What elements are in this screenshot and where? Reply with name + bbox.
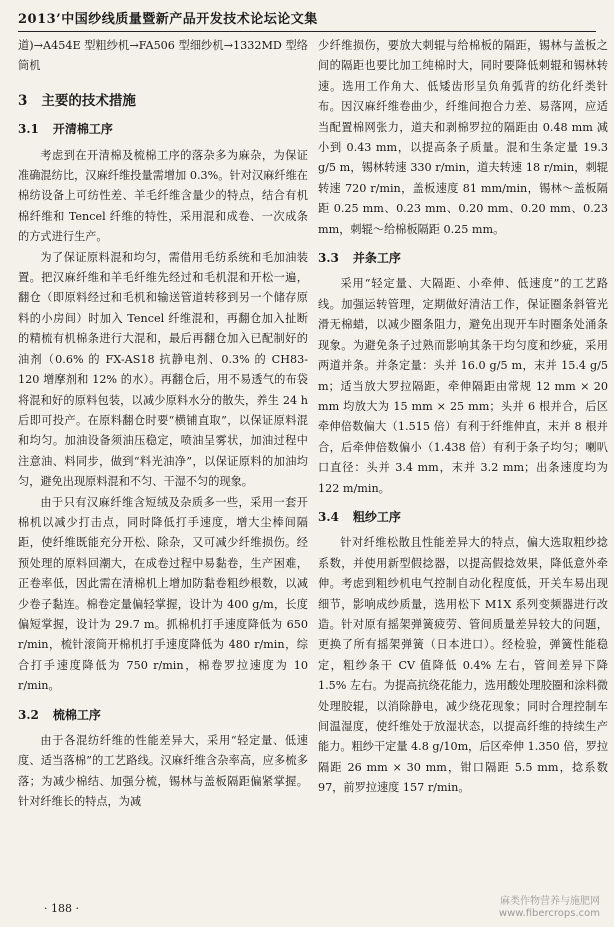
subsection-heading-3-3	[318, 248, 608, 268]
right-column	[318, 36, 608, 799]
left-paragraph-4: 由于各混纺纤维的性能差异大，采用“轻定量、低速度、适当落棉”的工艺路线。汉麻纤维含杂率高，应多梳多落；为减少棉结、加强分梳，锡林与盖板隔距偏紧掌握。针对纤维长的特点，为减	[18, 734, 308, 809]
subsection-heading-3-1	[18, 119, 308, 139]
left-paragraph-2: 为了保证原料混和均匀，需借用毛纺系统和毛加油装置。把汉麻纤维和羊毛纤维先经过和毛机混和开松一遍，翻仓（即原料经过和毛机和输送管道转移到另一个储存原料的小房间）时加入 Tencel 纤维混和，再翻仓加入扯断的精梳有机棉条进行大混和，最后再翻仓加入已配制好的油剂（0.6% 的 FX-AS18 抗静电剂、0.3% 的 CH83-120 增摩剂和 12% 的水）。再翻仓后，用不易透气的布袋将混和好的原料包装，以减少原料水分的散失，养生 24 h 后即可投产。在原料翻仓时要“横铺直取”，以保证原料混和均匀。加油设备须油压稳定，喷油呈雾状，加油过程中注意油、料同步，做到“料光油净”，以保证原料的加油均匀，避免出现原料混和不匀、干湿不匀的现象。	[18, 250, 308, 489]
subsection-number: 3.1	[18, 122, 39, 137]
right-paragraph-0: 少纤维损伤，要放大刺辊与给棉板的隔距，锡林与盖板之间的隔距也要比加工纯棉时大，同时要降低刺辊和锡林转速。选用工作角大、低矮齿形呈负角弧背的纺化纤类针布。因汉麻纤维卷曲少，纤维间抱合力差、易落网，应适当配置棉网张力，道夫和剥棉罗拉的隔距由 0.48 mm 减小到 0.43 mm，以提高条子质量。混和生条定量 19.3 g/5 m，锡林转速 330 r/min，道夫转速 18 r/min，刺辊转速 720 r/min，盖板速度 81 mm/min，锡林～盖板隔距 0.25 mm、0.23 mm、0.20 mm、0.20 mm、0.23 mm，刺辊～给棉板隔距 0.25 mm。	[318, 39, 608, 236]
subsection-number: 3.4	[318, 509, 339, 524]
subsection-heading-3-4	[318, 507, 608, 527]
subsection-title: 并条工序	[352, 251, 401, 266]
subsection-title: 梳棉工序	[52, 707, 101, 722]
right-paragraph-2: 针对纤维松散且性能差异大的特点，偏大选取粗纱捻系数，并使用新型假捻器，以提高假捻效果，降低意外牵伸。考虑到粗纱机电气控制自动化程度低，开关车易出现细节，影响成纱质量，选用松下 M1X 系列变频器进行改造。针对原有摇架弹簧疲劳、管间质量差异较大的问题，更换了所有摇架弹簧（日本进口）。经检验，弹簧性能稳定，粗纱条干 CV 值降低 0.4% 左右，管间差异下降 1.5% 左右。为提高抗绕花能力，选用酸处理胶圈和涂料微处理胶辊，以消除静电，减少绕花现象；同时合理控制车间温湿度，使纤维处于放湿状态，以提高纤维的持续生产能力。粗纱干定量 4.8 g/10m，后区牵伸 1.350 倍，罗拉隔距 26 mm × 30 mm，钳口隔距 5.5 mm，捻系数 97，前罗拉速度 157 r/min。	[318, 536, 609, 795]
subsection-number: 3.3	[318, 251, 339, 266]
running-head: 2013’中国纱线质量暨新产品开发技术论坛论文集	[18, 8, 596, 32]
right-paragraph-1: 采用“轻定量、大隔距、小牵伸、低速度”的工艺路线。加强运转管理，定期做好清洁工作，保证圈条斜管光滑无棉蜡，以减少圈条阻力，避免出现开车时圈条处涌条现象。为避免条子过熟而影响其条干均匀度和纱疵，采用两道并条。并条定量：头并 16.0 g/5 m，末并 15.4 g/5 m；适当放大罗拉隔距，牵伸隔距由常规 12 mm × 20 mm 均放大为 15 mm × 25 mm；头并 6 根并合，后区牵伸倍数偏大（1.515 倍）有利于纤维伸直，末并 8 根并合，后牵伸倍数偏小（1.438 倍）有利于条子均匀；喇叭口直径：头并 3.4 mm，末并 3.2 mm；出条速度均为 122 m/min。	[318, 277, 608, 495]
section-title: 主要的技术措施	[41, 92, 136, 109]
subsection-number: 3.2	[18, 707, 39, 722]
section-number: 3	[18, 92, 28, 109]
left-paragraph-0: 道)→A454E 型粗纱机→FA506 型细纱机→1332MD 型络筒机	[18, 39, 308, 73]
subsection-title: 开清棉工序	[52, 122, 113, 137]
watermark-line-2: www.fibercrops.com	[498, 908, 600, 919]
left-paragraph-1: 考虑到在开清棉及梳棉工序的落杂多为麻杂，为保证准确混纺比，汉麻纤维投量需增加 0.3%。针对汉麻纤维在棉纺设备上可纺性差、羊毛纤维含量少的特点，结合有机棉纤维和 Tencel 纤维的特性，采用混和成卷、一次成条的方式进行生产。	[18, 148, 308, 244]
watermark	[499, 896, 600, 920]
subsection-heading-3-2	[18, 705, 308, 725]
watermark-line-1: 麻类作物营养与施肥网	[500, 896, 600, 907]
section-heading-3	[18, 91, 308, 111]
page-number: · 188 ·	[44, 902, 79, 915]
left-column	[18, 36, 308, 813]
subsection-title: 粗纱工序	[352, 509, 401, 524]
left-paragraph-3: 由于只有汉麻纤维含短绒及杂质多一些，采用一套开棉机以减少打击点，同时降低打手速度，增大尘棒间隔距，使纤维既能充分开松、除杂，又可减少纤维损伤。经预处理的原料回潮大，在成卷过程中易黏卷，生产困难，正卷率低，因此需在清棉机上增加防黏卷粗纱根数，以减少卷子黏连。棉卷定量偏轻掌握，设计为 400 g/m，长度偏短掌握，设计为 29.7 m。抓棉机打手速度降低为 650 r/min，梳针滚筒开棉机打手速度降低为 480 r/min，综合打手速度降低为 750 r/min，棉卷罗拉速度为 10 r/min。	[18, 495, 308, 693]
